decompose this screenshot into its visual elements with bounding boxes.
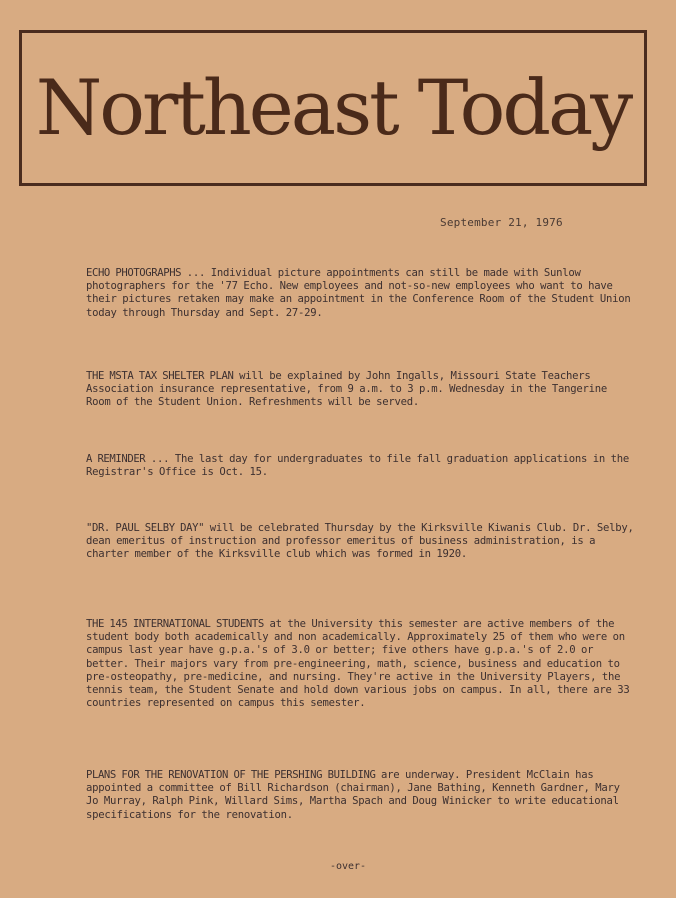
news-item [86,267,634,320]
news-item-body: ... The last day for undergraduates to file fall graduation applications in the Registrar's Office is Oct. 15. [86,453,630,479]
page-footer-over: -over- [329,861,367,872]
news-item-body: ... Individual picture appointments can still be made with Sunlow photographers for the '77 Echo. New employees and not-so-new employees who want to have their pictures retaken may make an appointment in the Conference Room of the Student Union today through Thursday and Sept. 27-29. [86,267,631,319]
news-item-lead: ECHO PHOTOGRAPHS [86,267,182,279]
masthead-box [19,30,647,186]
news-item [86,769,634,822]
news-item-lead: "DR. PAUL SELBY DAY" [86,522,205,534]
news-item-lead: THE MSTA TAX SHELTER PLAN [86,370,234,382]
news-item-body: will be celebrated Thursday by the Kirksville Kiwanis Club. Dr. Selby, dean emeritus of instruction and professor emeritus of business administration, is a charter member of the Kirksville club which was formed in 1920. [86,522,634,561]
masthead-title: Northeast Today [35,63,631,152]
news-item [86,370,634,410]
news-item [86,453,634,479]
issue-date: September 21, 1976 [440,216,563,229]
news-item-body: are underway. President McClain has appointed a committee of Bill Richardson (chairman), Jane Bathing, Kenneth Gardner, Mary Jo Murray, Ralph Pink, Willard Sims, Martha Spach and Doug Winicker to write educational specifications for the renovation. [86,769,620,821]
news-item-lead: A REMINDER [86,453,146,465]
news-item-body: at the University this semester are active members of the student body both academically and non academically. Approximately 25 of them who were on campus last year have g.p.a.'s of 3.0 or better; five others have g.p.a.'s of 2.0 or better. Their majors vary from pre-engineering, math, science, business and education to pre-osteopathy, pre-medicine, and nursing. They're active in the University Players, the tennis team, the Student Senate and hold down various jobs on campus. In all, there are 33 countries represented on campus this semester. [86,618,630,710]
news-item-lead: PLANS FOR THE RENOVATION OF THE PERSHING BUILDING [86,769,376,781]
news-item [86,618,634,710]
news-item-lead: THE 145 INTERNATIONAL STUDENTS [86,618,264,630]
news-item-body: will be explained by John Ingalls, Missouri State Teachers Association insurance representative, from 9 a.m. to 3 p.m. Wednesday in the Tangerine Room of the Student Union. Refreshments will be served. [86,370,608,409]
news-item [86,522,634,562]
